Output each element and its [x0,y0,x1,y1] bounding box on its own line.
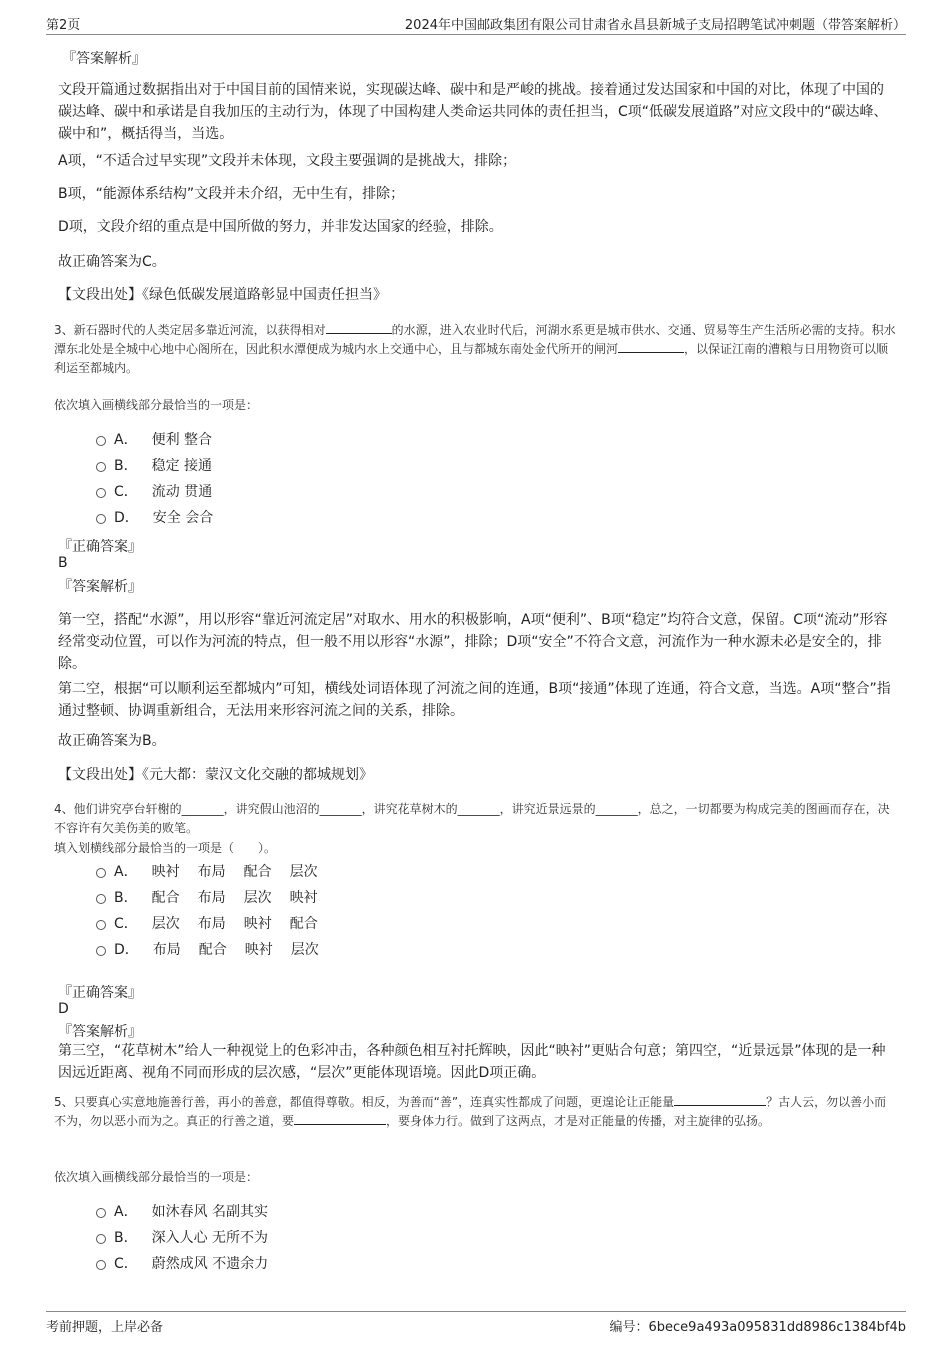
radio-icon[interactable] [96,946,106,956]
document-code-label: 编号： [609,1320,649,1335]
question-3-option-b[interactable]: B． 稳定 接通 [96,455,212,475]
question-5-prompt: 依次填入画横线部分最恰当的一项是： [54,1170,259,1184]
source-citation: 【文段出处】《绿色低碳发展道路彰显中国责任担当》 [58,287,387,303]
question-3-stem-part1: 3、新石器时代的人类定居多靠近河流，以获得相对 [54,323,326,337]
correct-answer: B [58,555,68,571]
analysis-option-d: D项，文段介绍的重点是中国所做的努力，并非发达国家的经验，排除。 [58,219,503,235]
question-3-stem [54,321,896,378]
fill-blank [618,340,684,353]
analysis-label: 『答案解析』 [62,51,146,67]
question-4-option-d[interactable]: D． 布局 配合 映衬 层次 [96,939,337,959]
question-4-prompt: 填入划横线部分最恰当的一项是（ ）。 [54,841,277,855]
question-3-stem-part2: 的水源，进入农业时代后，河湖水系更是城市供水、交通、贸易等生产生活所必需的支持。积水潭东北处是全城中心地中心阁所在，因此积水潭便成为城内水上交通中心，且与都城东南处金代所开的闸河 [54,323,896,356]
fill-blank [674,1093,766,1106]
question-5-stem-part2: ？古人云，勿以善小而不为，勿以恶小而为之。真正的行善之道，要 [54,1095,887,1128]
document-code [610,1316,907,1335]
radio-icon[interactable] [96,894,106,904]
radio-icon[interactable] [96,1234,106,1244]
question-3-stem-part3: ，以保证江南的漕粮与日用物资可以顺利运至都城内。 [54,342,889,375]
question-4-stem: 4、他们讲究亭台轩榭的_______，讲究假山池沼的_______，讲究花草树木的_______，讲究近景远景的_______，总之，一切都要为构成完美的图画而存在，决不容许有欠美伤美的败笔。 [54,802,890,835]
question-5-stem-part3: ，要身体力行。做到了这两点，才是对正能量的传播，对主旋律的弘扬。 [386,1114,771,1128]
radio-icon[interactable] [96,1208,106,1218]
radio-icon[interactable] [96,514,106,524]
radio-icon[interactable] [96,488,106,498]
analysis-option-b: B项，“能源体系结构”文段并未介绍，无中生有，排除； [58,186,405,202]
radio-icon[interactable] [96,868,106,878]
question-4-option-c[interactable]: C． 层次 布局 映衬 配合 [96,913,336,933]
analysis-paragraph-1: 第一空，搭配“水源”，用以形容“靠近河流定居”对取水、用水的积极影响，A项“便利”、B项“稳定”均符合文意，保留。C项“流动”形容经常变动位置，可以作为河流的特点，但一般不用以形容“水源”，排除；D项“安全”不符合文意，河流作为一种水源未必是安全的，排除。 [58,612,888,672]
question-3-option-a[interactable]: A． 便利 整合 [96,429,212,449]
analysis-paragraph: 文段开篇通过数据指出对于中国目前的国情来说，实现碳达峰、碳中和是严峻的挑战。接着通过发达国家和中国的对比，体现了中国的碳达峰、碳中和承诺是自我加压的主动行为，体现了中国构建人类命运共同体的责任担当，C项“低碳发展道路”对应文段中的“碳达峰、碳中和”，概括得当，当选。 [58,82,888,142]
question-5-option-c[interactable]: C． 蔚然成风 不遗余力 [96,1253,268,1273]
question-4-option-a[interactable]: A． 映衬 布局 配合 层次 [96,861,336,881]
document-title: 2024年中国邮政集团有限公司甘肃省永昌县新城子支局招聘笔试冲刺题（带答案解析） [404,18,906,33]
fill-blank [294,1112,386,1125]
source-citation: 【文段出处】《元大都：蒙汉文化交融的都城规划》 [58,767,373,783]
fill-blank [326,321,392,334]
answer-conclusion: 故正确答案为B。 [58,733,166,749]
answer-conclusion: 故正确答案为C。 [58,254,166,270]
analysis-paragraph-2: 第二空，根据“可以顺利运至都城内”可知，横线处词语体现了河流之间的连通，B项“接通”体现了连通，符合文意，当选。A项“整合”指通过整顿、协调重新组合，无法用来形容河流之间的关系，排除。 [58,681,891,719]
analysis-label: 『答案解析』 [58,1024,142,1040]
question-5-option-a[interactable]: A． 如沐春风 名副其实 [96,1201,268,1221]
radio-icon[interactable] [96,920,106,930]
question-3-prompt: 依次填入画横线部分最恰当的一项是： [54,398,259,412]
page-number: 第2页 [46,18,81,33]
radio-icon[interactable] [96,1260,106,1270]
correct-answer: D [58,1001,69,1017]
question-3-option-c[interactable]: C． 流动 贯通 [96,481,212,501]
radio-icon[interactable] [96,462,106,472]
question-4-option-b[interactable]: B． 配合 布局 层次 映衬 [96,887,336,907]
question-5-stem [54,1093,896,1131]
question-5-stem-part1: 5、只要真心实意地施善行善，再小的善意，都值得尊敬。相反，为善而“善”，连真实性都成了问题，更遑论让正能量 [54,1095,675,1109]
correct-answer-label: 『正确答案』 [58,985,142,1001]
question-3-option-d[interactable]: D． 安全 会合 [96,507,213,527]
question-5-option-b[interactable]: B． 深入人心 无所不为 [96,1227,268,1247]
document-code-value: 6bece9a493a095831dd8986c1384bf4b [648,1320,906,1335]
radio-icon[interactable] [96,436,106,446]
page-footer [46,1311,906,1338]
analysis-option-a: A项，“不适合过早实现”文段并未体现，文段主要强调的是挑战大，排除； [58,153,517,169]
footer-slogan: 考前押题，上岸必备 [46,1320,164,1335]
analysis-paragraph: 第三空，“花草树木”给人一种视觉上的色彩冲击，各种颜色相互衬托辉映，因此“映衬”更贴合句意；第四空，“近景远景”体现的是一种因远近距离、视角不同而形成的层次感，“层次”更能体现语境。因此D项正确。 [58,1043,886,1081]
analysis-label: 『答案解析』 [58,579,142,595]
page-header [46,14,906,35]
correct-answer-label: 『正确答案』 [58,539,142,555]
